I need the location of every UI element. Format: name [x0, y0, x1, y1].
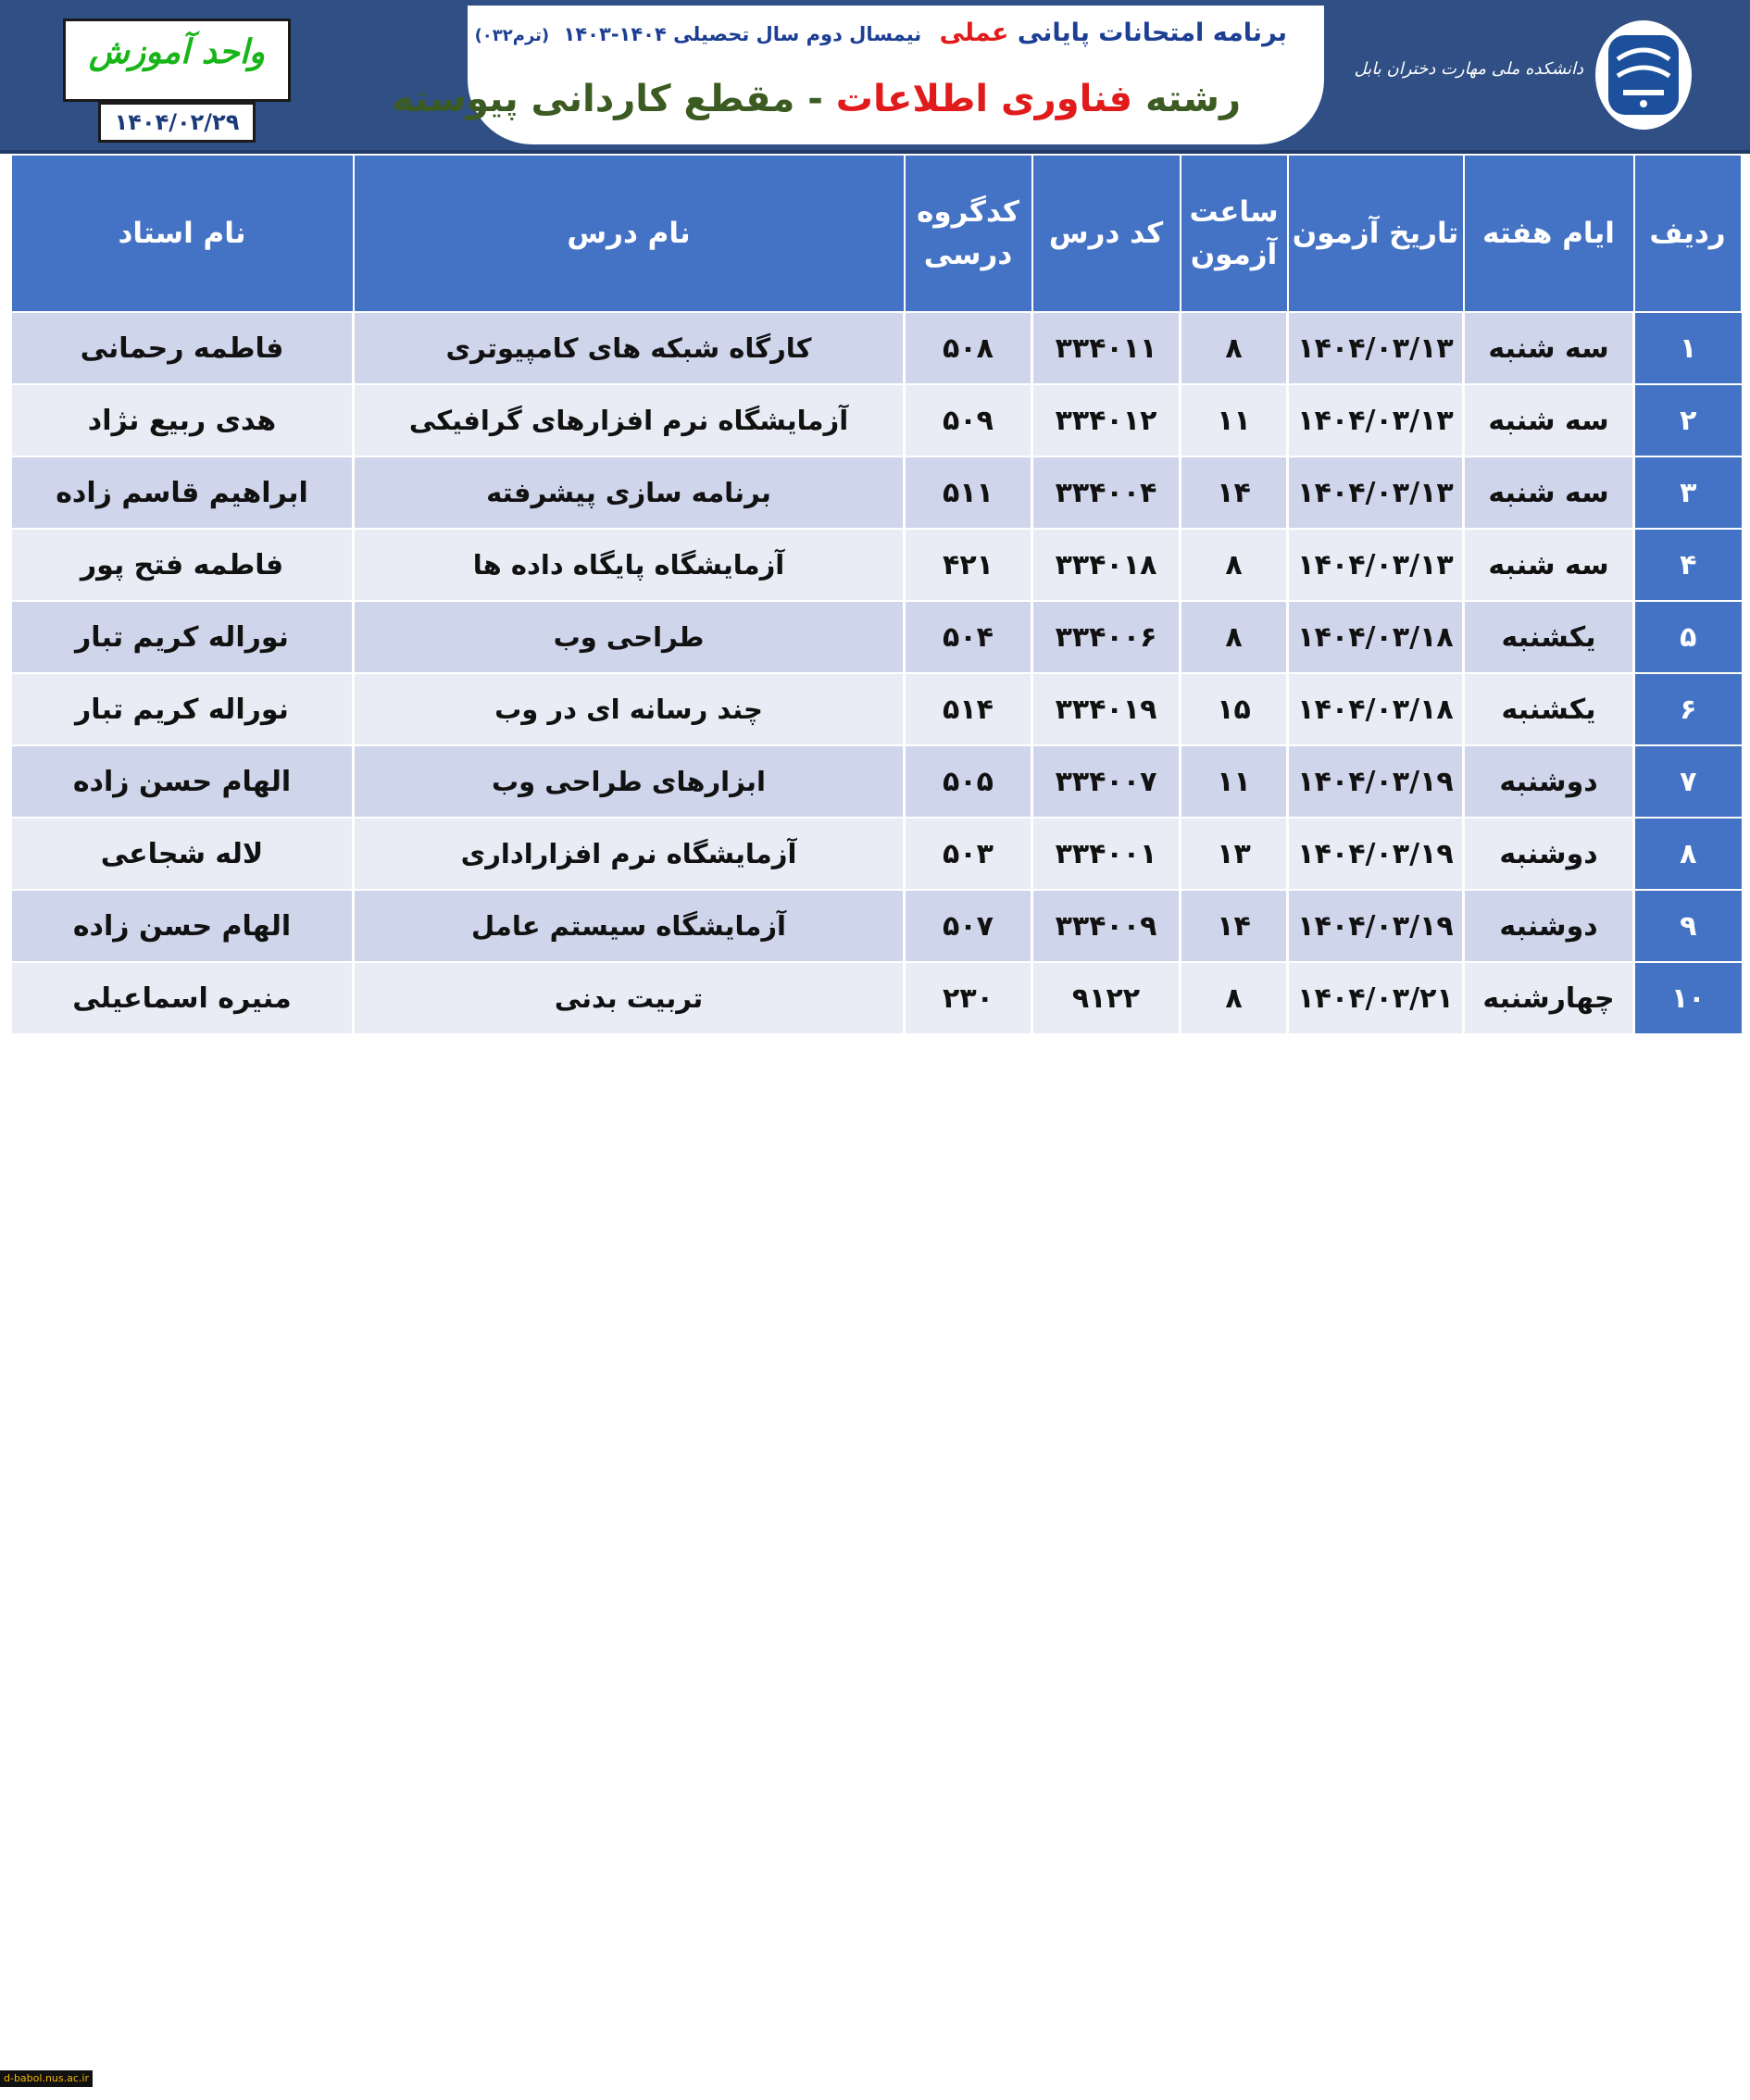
col-time — [1181, 155, 1288, 312]
cell-teacher: فاطمه رحمانی — [11, 312, 354, 384]
cell-teacher: نوراله کریم تبار — [11, 673, 354, 745]
university-logo-icon — [1595, 20, 1692, 130]
col-group — [905, 155, 1032, 312]
cell-group: ۵۰۴ — [905, 601, 1032, 673]
cell-course: آزمایشگاه سیستم عامل — [354, 890, 905, 962]
cell-time: ۸ — [1181, 601, 1288, 673]
cell-date: ۱۴۰۴/۰۳/۱۸ — [1288, 601, 1464, 673]
cell-teacher: نوراله کریم تبار — [11, 601, 354, 673]
title-panel — [392, 0, 1324, 144]
col-teacher: نام استاد — [11, 155, 354, 312]
col-date: تاریخ آزمون — [1288, 155, 1464, 312]
cell-teacher: الهام حسن زاده — [11, 745, 354, 818]
cell-date: ۱۴۰۴/۰۳/۲۱ — [1288, 962, 1464, 1034]
title-prefix: برنامه امتحانات — [1098, 19, 1287, 47]
cell-time: ۸ — [1181, 312, 1288, 384]
cell-date: ۱۴۰۴/۰۳/۱۳ — [1288, 456, 1464, 529]
cell-course: ابزارهای طراحی وب — [354, 745, 905, 818]
cell-date: ۱۴۰۴/۰۳/۱۹ — [1288, 745, 1464, 818]
title-practical: عملی — [939, 19, 1009, 47]
cell-time: ۱۱ — [1181, 745, 1288, 818]
cell-course: آزمایشگاه پایگاه داده ها — [354, 529, 905, 601]
cell-time: ۸ — [1181, 529, 1288, 601]
cell-date: ۱۴۰۴/۰۳/۱۳ — [1288, 384, 1464, 456]
table-row — [11, 529, 1742, 601]
cell-code: ۳۳۴۰۱۹ — [1032, 673, 1181, 745]
table-row — [11, 818, 1742, 890]
title-line-2 — [392, 78, 1241, 120]
cell-time: ۸ — [1181, 962, 1288, 1034]
cell-row: ۶ — [1634, 673, 1742, 745]
cell-course: آزمایشگاه نرم افزاراداری — [354, 818, 905, 890]
cell-code: ۳۳۴۰۰۷ — [1032, 745, 1181, 818]
cell-date: ۱۴۰۴/۰۳/۱۳ — [1288, 529, 1464, 601]
major-prefix: رشته — [1145, 78, 1241, 120]
table-body — [11, 312, 1742, 1034]
table-header-row — [11, 155, 1742, 312]
col-course: نام درس — [354, 155, 905, 312]
table-row — [11, 384, 1742, 456]
cell-date: ۱۴۰۴/۰۳/۱۹ — [1288, 818, 1464, 890]
cell-date: ۱۴۰۴/۰۳/۱۹ — [1288, 890, 1464, 962]
publish-date: ۱۴۰۴/۰۲/۲۹ — [98, 102, 256, 143]
col-group-line2: درسی — [923, 238, 1013, 271]
cell-weekday: دوشنبه — [1464, 890, 1634, 962]
cell-row: ۸ — [1634, 818, 1742, 890]
cell-code: ۳۳۴۰۱۸ — [1032, 529, 1181, 601]
table-row — [11, 601, 1742, 673]
cell-group: ۵۰۵ — [905, 745, 1032, 818]
table-row — [11, 962, 1742, 1034]
col-code: کد درس — [1032, 155, 1181, 312]
cell-teacher: ابراهیم قاسم زاده — [11, 456, 354, 529]
table-row — [11, 673, 1742, 745]
cell-teacher: لاله شجاعی — [11, 818, 354, 890]
unit-label: واحد آموزش — [88, 32, 266, 71]
cell-row: ۱۰ — [1634, 962, 1742, 1034]
header-band — [0, 0, 1750, 154]
title-final: پایانی — [1017, 19, 1090, 47]
cell-course: آزمایشگاه نرم افزارهای گرافیکی — [354, 384, 905, 456]
cell-code: ۳۳۴۰۰۱ — [1032, 818, 1181, 890]
cell-group: ۵۰۷ — [905, 890, 1032, 962]
title-semester: نیمسال دوم سال تحصیلی ۱۴۰۴-۱۴۰۳ — [563, 23, 922, 45]
table-row — [11, 456, 1742, 529]
cell-weekday: چهارشنبه — [1464, 962, 1634, 1034]
cell-code: ۳۳۴۰۰۹ — [1032, 890, 1181, 962]
cell-group: ۵۰۹ — [905, 384, 1032, 456]
cell-course: طراحی وب — [354, 601, 905, 673]
cell-course: چند رسانه ای در وب — [354, 673, 905, 745]
table-row — [11, 745, 1742, 818]
cell-group: ۲۳۰ — [905, 962, 1032, 1034]
cell-row: ۵ — [1634, 601, 1742, 673]
cell-time: ۱۱ — [1181, 384, 1288, 456]
table-row — [11, 890, 1742, 962]
cell-code: ۳۳۴۰۱۱ — [1032, 312, 1181, 384]
cell-row: ۷ — [1634, 745, 1742, 818]
cell-row: ۲ — [1634, 384, 1742, 456]
cell-weekday: یکشنبه — [1464, 673, 1634, 745]
cell-weekday: سه شنبه — [1464, 529, 1634, 601]
cell-row: ۱ — [1634, 312, 1742, 384]
cell-weekday: دوشنبه — [1464, 818, 1634, 890]
cell-weekday: سه شنبه — [1464, 456, 1634, 529]
cell-teacher: هدی ربیع نژاد — [11, 384, 354, 456]
col-time-line2: آزمون — [1190, 238, 1278, 271]
cell-time: ۱۴ — [1181, 456, 1288, 529]
cell-group: ۵۱۱ — [905, 456, 1032, 529]
cell-teacher: فاطمه فتح پور — [11, 529, 354, 601]
cell-row: ۴ — [1634, 529, 1742, 601]
college-name: دانشکده ملی مهارت دختران بابل — [1354, 59, 1583, 79]
cell-row: ۹ — [1634, 890, 1742, 962]
cell-course: برنامه سازی پیشرفته — [354, 456, 905, 529]
exam-schedule-table — [9, 154, 1743, 1035]
cell-course: تربیت بدنی — [354, 962, 905, 1034]
cell-code: ۹۱۲۲ — [1032, 962, 1181, 1034]
cell-date: ۱۴۰۴/۰۳/۱۸ — [1288, 673, 1464, 745]
footer-url: d-babol.nus.ac.ir — [0, 2070, 93, 2087]
cell-code: ۳۳۴۰۱۲ — [1032, 384, 1181, 456]
col-group-line1: کدگروه — [917, 194, 1019, 229]
title-line-1 — [475, 19, 1287, 47]
cell-weekday: سه شنبه — [1464, 384, 1634, 456]
cell-weekday: سه شنبه — [1464, 312, 1634, 384]
title-term: (ترم۰۳۲) — [474, 26, 550, 45]
unit-stamp — [63, 19, 291, 102]
col-weekday: ایام هفته — [1464, 155, 1634, 312]
major-name: فناوری اطلاعات — [835, 78, 1133, 120]
cell-row: ۳ — [1634, 456, 1742, 529]
cell-group: ۴۲۱ — [905, 529, 1032, 601]
major-suffix: - مقطع کاردانی پیوسته — [392, 78, 823, 120]
col-time-line1: ساعت — [1189, 194, 1279, 229]
cell-group: ۵۱۴ — [905, 673, 1032, 745]
cell-group: ۵۰۳ — [905, 818, 1032, 890]
cell-code: ۳۳۴۰۰۶ — [1032, 601, 1181, 673]
cell-time: ۱۳ — [1181, 818, 1288, 890]
cell-course: کارگاه شبکه های کامپیوتری — [354, 312, 905, 384]
cell-weekday: دوشنبه — [1464, 745, 1634, 818]
cell-code: ۳۳۴۰۰۴ — [1032, 456, 1181, 529]
cell-weekday: یکشنبه — [1464, 601, 1634, 673]
cell-date: ۱۴۰۴/۰۳/۱۳ — [1288, 312, 1464, 384]
cell-group: ۵۰۸ — [905, 312, 1032, 384]
col-row: ردیف — [1634, 155, 1742, 312]
table-row — [11, 312, 1742, 384]
cell-time: ۱۵ — [1181, 673, 1288, 745]
cell-time: ۱۴ — [1181, 890, 1288, 962]
cell-teacher: الهام حسن زاده — [11, 890, 354, 962]
cell-teacher: منیره اسماعیلی — [11, 962, 354, 1034]
